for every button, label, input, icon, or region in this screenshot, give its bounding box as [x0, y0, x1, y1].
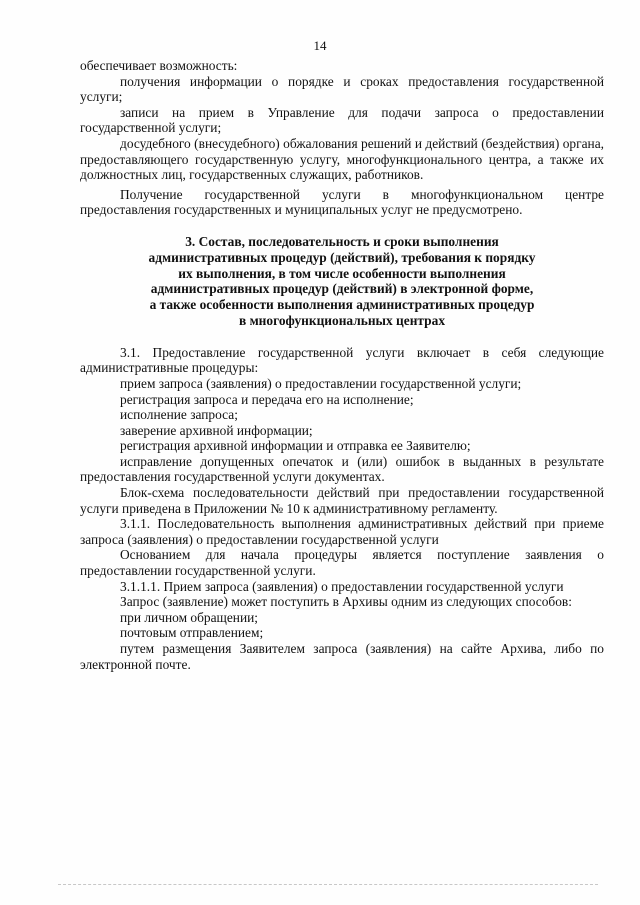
intro-line: досудебного (внесудебного) обжалования решений и действий (бездействия) органа, предоставляющего государственную услугу, многофункционального центра, а также их должностных лиц, государственных служащих, работников.: [80, 135, 604, 183]
page-content: [80, 58, 604, 672]
intro-line: обеспечивает возможность:: [80, 58, 238, 73]
heading-line: в многофункциональных центрах: [238, 312, 446, 328]
heading-line: их выполнения, в том числе особенности выполнения: [178, 265, 506, 281]
intro-line: Получение государственной услуги в многофункциональном центре предоставления государственных и муниципальных услуг не предусмотрено.: [80, 186, 604, 218]
body-paragraph: при личном обращении;: [120, 609, 259, 625]
intro-line: записи на прием в Управление для подачи запроса о предоставлении государственной услуги;: [80, 104, 604, 136]
body-paragraph: Запрос (заявление) может поступить в Архивы одним из следующих способов:: [120, 594, 572, 610]
page-number: 14: [313, 38, 327, 53]
body-paragraph: Основанием для начала процедуры является поступление заявления о предоставлении государственной услуги.: [80, 547, 604, 579]
body-paragraph: прием запроса (заявления) о предоставлении государственной услуги;: [120, 375, 522, 391]
section-heading: [80, 234, 604, 329]
intro-line: получения информации о порядке и сроках предоставления государственной услуги;: [80, 73, 604, 105]
heading-line: административных процедур (действий) в электронной форме,: [150, 281, 534, 297]
body-paragraph: путем размещения Заявителем запроса (заявления) на сайте Архива, либо по электронной почте.: [80, 641, 604, 672]
heading-line: а также особенности выполнения административных процедур: [149, 297, 535, 313]
body-paragraph: почтовым отправлением;: [120, 625, 264, 641]
body-paragraph: регистрация архивной информации и отправка ее Заявителю;: [120, 438, 471, 454]
body-paragraph: регистрация запроса и передача его на исполнение;: [120, 391, 414, 407]
heading-line: административных процедур (действий), требования к порядку: [148, 249, 536, 265]
body-paragraph: 3.1. Предоставление государственной услуги включает в себя следующие административные процедуры:: [80, 344, 604, 376]
body-paragraph: Блок-схема последовательности действий при предоставлении государственной услуги приведена в Приложении № 10 к административному регламенту.: [80, 485, 604, 516]
body-paragraph: исправление допущенных опечаток и (или) ошибок в выданных в результате предоставления государственной услуги документах.: [80, 453, 604, 485]
scan-edge-divider: [58, 884, 598, 885]
body-paragraph: заверение архивной информации;: [120, 422, 313, 438]
body-paragraph: 3.1.1. Последовательность выполнения административных действий при приеме запроса (заявления) о предоставлении государственной услуги: [80, 516, 604, 547]
body-paragraph: исполнение запроса;: [120, 407, 238, 423]
body-paragraph: 3.1.1.1. Прием запроса (заявления) о предоставлении государственной услуги: [120, 578, 564, 594]
heading-line: 3. Состав, последовательность и сроки выполнения: [185, 233, 499, 249]
